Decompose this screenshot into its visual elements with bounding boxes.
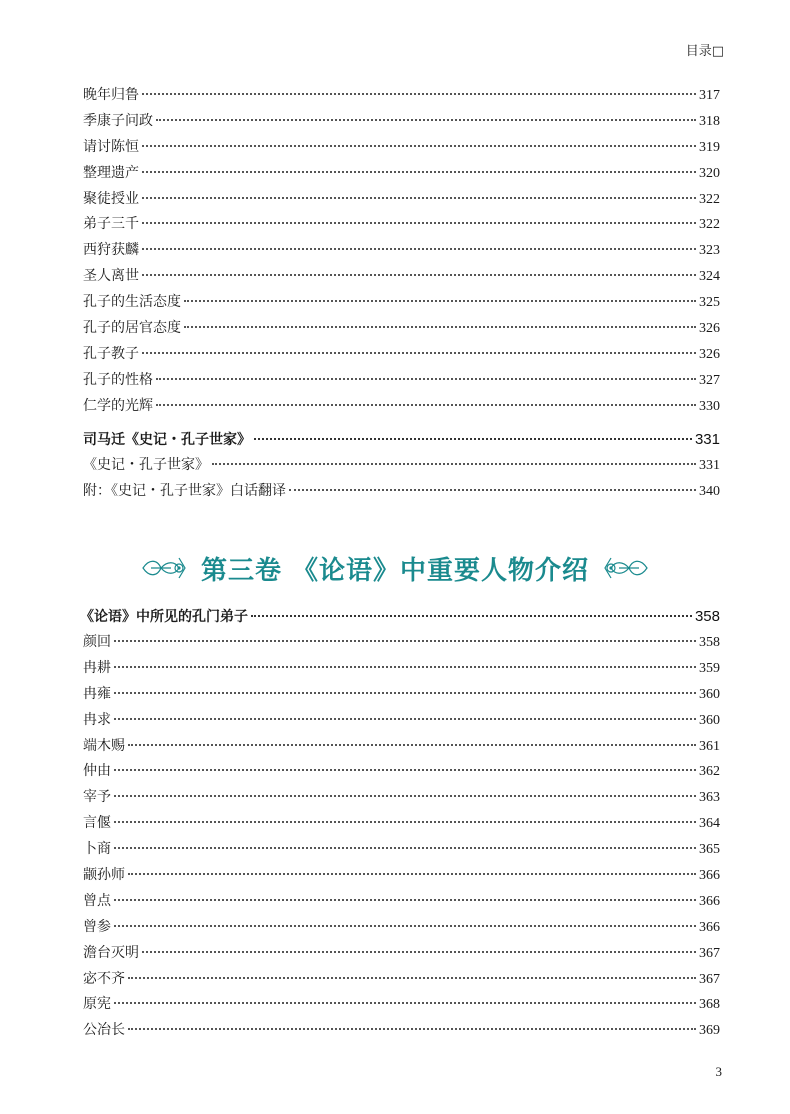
toc-entry-page: 358 [699, 635, 720, 650]
leader-dots [128, 976, 696, 979]
toc-entry-title: 孔子的生活态度 [83, 294, 181, 311]
toc-entry-title: 公冶长 [83, 1022, 125, 1039]
leader-dots [184, 299, 696, 302]
toc-entry-title: 曾参 [83, 918, 111, 935]
leader-dots [142, 170, 696, 173]
toc-entry[interactable] [83, 161, 720, 187]
leader-dots [114, 846, 696, 849]
toc-entry[interactable] [83, 109, 720, 135]
part-title: 第三卷 《论语》中重要人物介绍 [200, 555, 590, 586]
leader-dots [128, 1027, 696, 1030]
toc-entry[interactable] [83, 734, 720, 760]
toc-entry-title: 仲由 [83, 763, 111, 780]
floral-ornament-icon [603, 555, 649, 581]
toc-entry-page: 363 [699, 790, 720, 806]
leader-dots [212, 462, 696, 465]
leader-dots [289, 488, 696, 491]
running-header: 目录□ [685, 44, 724, 59]
toc-entry-page: 367 [699, 945, 720, 961]
leader-dots [142, 950, 696, 953]
leader-dots [156, 118, 696, 121]
toc-entry-page: 326 [699, 346, 720, 362]
leader-dots [114, 639, 696, 642]
toc-entry-page: 369 [699, 1023, 720, 1039]
toc-entry-title: 弟子三千 [83, 216, 139, 233]
toc-entry[interactable] [83, 863, 720, 889]
toc-entry-title: 仁学的光辉 [83, 397, 153, 414]
toc-entry-title: 孔子的居官态度 [83, 320, 181, 337]
toc-entry[interactable] [83, 889, 720, 915]
toc-entry-title: 言偃 [83, 815, 111, 832]
leader-dots [142, 273, 696, 276]
toc-entry-title: 曾点 [83, 892, 111, 909]
leader-dots [142, 221, 696, 224]
toc-entry[interactable] [83, 264, 720, 290]
toc-disciples-list [83, 630, 720, 1044]
toc-entry-title: 整理遗产 [83, 164, 139, 181]
toc-entry[interactable] [83, 187, 720, 213]
toc-entry-page: 331 [699, 457, 720, 473]
leader-dots [114, 717, 696, 720]
toc-entry-page: 360 [699, 686, 720, 702]
leader-dots [156, 403, 696, 406]
part-heading [0, 546, 790, 590]
toc-entry[interactable] [83, 941, 720, 967]
toc-entry-title: 孔子的性格 [83, 371, 153, 388]
toc-entry-page: 366 [699, 919, 720, 935]
toc-section-shiji [83, 427, 720, 505]
toc-entry[interactable] [83, 992, 720, 1018]
toc-entry-title: 晚年归鲁 [83, 87, 139, 103]
toc-entry[interactable] [83, 453, 720, 479]
toc-entry[interactable] [83, 785, 720, 811]
toc-entry-page: 317 [699, 88, 720, 103]
page-number: 3 [715, 1064, 722, 1079]
toc-entry-page: 326 [699, 321, 720, 337]
toc-entry-title: 《史记・孔子世家》 [83, 456, 209, 473]
toc-section-title: 司马迁《史记・孔子世家》 [83, 432, 251, 448]
toc-entry[interactable] [83, 212, 720, 238]
toc-entry-title: 聚徒授业 [83, 190, 139, 207]
leader-dots [142, 247, 696, 250]
floral-ornament-icon [141, 555, 187, 581]
toc-entry[interactable] [83, 1018, 720, 1044]
toc-entry-page: 340 [699, 483, 720, 499]
toc-entry[interactable] [83, 368, 720, 394]
leader-dots [251, 614, 692, 617]
toc-entry-title: 颛孙师 [83, 867, 125, 884]
toc-entry-page: 325 [699, 295, 720, 311]
toc-entry[interactable] [83, 811, 720, 837]
toc-entry-page: 361 [699, 738, 720, 754]
leader-dots [128, 743, 696, 746]
toc-entry-page: 359 [699, 660, 720, 676]
toc-entry-title: 圣人离世 [83, 268, 139, 285]
toc-entry[interactable] [83, 135, 720, 161]
toc-entry-page: 360 [699, 712, 720, 728]
toc-entry[interactable] [83, 238, 720, 264]
leader-dots [254, 437, 692, 440]
leader-dots [184, 325, 696, 328]
toc-entry[interactable] [83, 759, 720, 785]
leader-dots [142, 351, 696, 354]
toc-entry[interactable] [83, 630, 720, 656]
leader-dots [114, 691, 696, 694]
toc-entry-title: 孔子教子 [83, 345, 139, 362]
leader-dots [114, 820, 696, 823]
toc-entry-title: 颜回 [83, 634, 111, 650]
toc-entry-page: 368 [699, 997, 720, 1013]
toc-entry-page: 320 [699, 165, 720, 181]
toc-entry[interactable] [83, 837, 720, 863]
toc-section-heading[interactable] [80, 604, 720, 630]
leader-dots [114, 794, 696, 797]
toc-entry-page: 322 [699, 191, 720, 207]
toc-entry-title: 冉雍 [83, 685, 111, 702]
toc-entry-title: 请讨陈恒 [83, 138, 139, 155]
toc-entry-page: 367 [699, 971, 720, 987]
toc-entry[interactable] [83, 682, 720, 708]
toc-entry[interactable] [83, 83, 720, 109]
toc-entry-title: 宰予 [83, 789, 111, 806]
leader-dots [142, 144, 696, 147]
toc-entry[interactable] [83, 342, 720, 368]
toc-section-page: 331 [694, 431, 720, 448]
leader-dots [142, 92, 696, 95]
toc-entry[interactable] [83, 967, 720, 993]
toc-entry-title: 卜商 [83, 841, 111, 858]
toc-entry-page: 330 [699, 398, 720, 414]
toc-entry-page: 366 [699, 868, 720, 884]
toc-entry[interactable] [83, 290, 720, 316]
toc-section-heading[interactable] [83, 427, 720, 453]
toc-entry-page: 324 [699, 269, 720, 285]
toc-entry-title: 附：《史记・孔子世家》白话翻译 [83, 482, 286, 499]
toc-entry-title: 澹台灭明 [83, 944, 139, 961]
toc-top-list [83, 83, 720, 420]
toc-entry[interactable] [83, 915, 720, 941]
toc-entry-title: 西狩获麟 [83, 242, 139, 259]
toc-entry-title: 冉耕 [83, 659, 111, 676]
toc-entry[interactable] [83, 479, 720, 505]
toc-entry-page: 322 [699, 217, 720, 233]
leader-dots [114, 665, 696, 668]
leader-dots [142, 196, 696, 199]
toc-entry-title: 季康子问政 [83, 112, 153, 129]
leader-dots [114, 898, 696, 901]
toc-entry[interactable] [83, 656, 720, 682]
toc-entry-title: 冉求 [83, 711, 111, 728]
toc-entry-page: 366 [699, 893, 720, 909]
toc-entry-title: 原宪 [83, 996, 111, 1013]
toc-entry-page: 318 [699, 113, 720, 129]
leader-dots [114, 924, 696, 927]
toc-entry-page: 319 [699, 139, 720, 155]
toc-entry-title: 端木赐 [83, 737, 125, 754]
toc-section-disciples [80, 604, 720, 630]
toc-entry-page: 364 [699, 816, 720, 832]
toc-entry-page: 323 [699, 243, 720, 259]
toc-entry[interactable] [83, 394, 720, 420]
toc-entry-page: 327 [699, 372, 720, 388]
leader-dots [156, 377, 696, 380]
toc-entry-page: 362 [699, 764, 720, 780]
toc-section-page: 358 [694, 608, 720, 625]
toc-section-title: 《论语》中所见的孔门弟子 [80, 609, 248, 625]
toc-entry[interactable] [83, 708, 720, 734]
leader-dots [114, 768, 696, 771]
leader-dots [128, 872, 696, 875]
toc-entry-page: 365 [699, 842, 720, 858]
toc-entry-title: 宓不齐 [83, 970, 125, 987]
toc-entry[interactable] [83, 316, 720, 342]
leader-dots [114, 1001, 696, 1004]
